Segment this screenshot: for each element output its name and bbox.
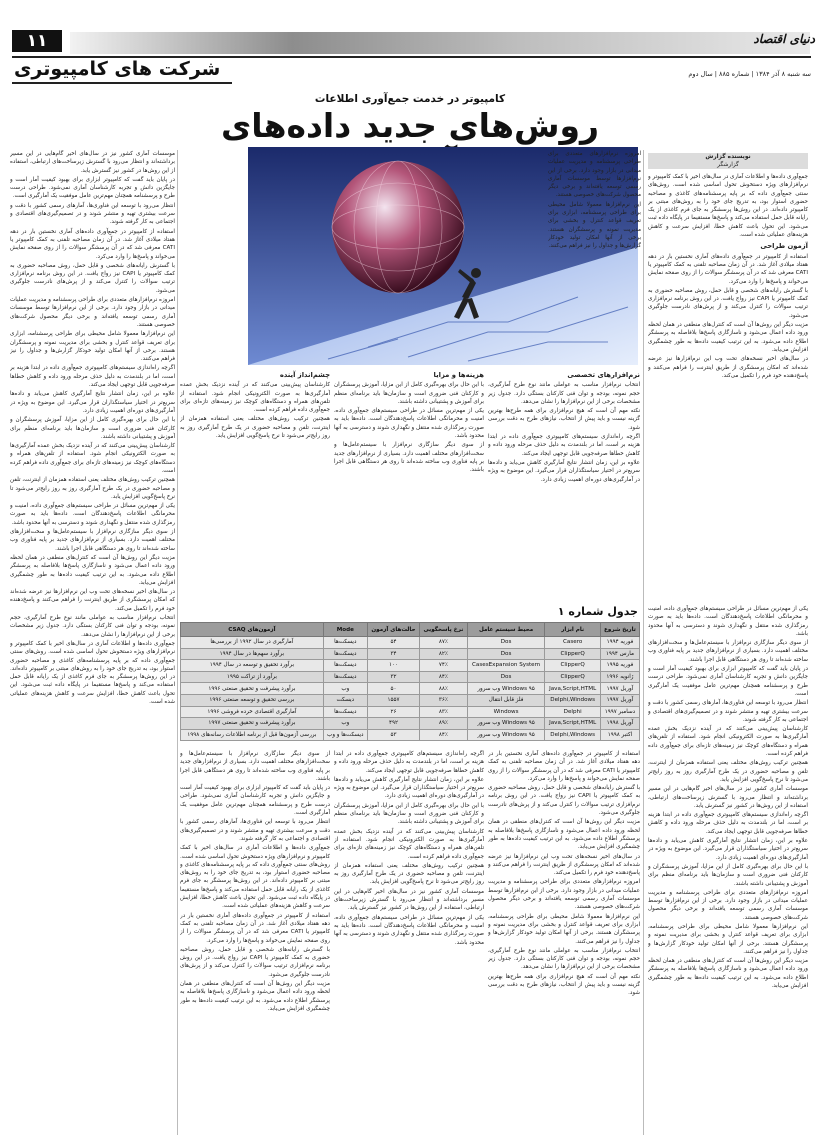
table-row: [181, 729, 640, 741]
paragraph: امروزه نرم‌افزارهای متعددی برای طراحی پرسشنامه و مدیریت عملیات میدانی در بازار وجود دارد. برخی از این نرم‌افزارها توسط موسسات آماری رسمی توسعه یافته‌اند و برخی دیگر محصول شرکت‌های خصوصی هستند.: [10, 297, 175, 328]
table-cell: Dos: [467, 637, 545, 649]
byline-role: گزارشگر: [717, 162, 739, 168]
paragraph: در سال‌های اخیر نسخه‌های تحت وب این نرم‌افزارها نیز عرضه شده‌اند که امکان پرسشگری از طریق اینترنت را فراهم می‌کنند و پاسخ‌دهنده خود فرم را تکمیل می‌کند.: [10, 589, 175, 612]
table-header-cell: نام ابزار: [545, 623, 600, 637]
table-cell: ۲۶: [367, 706, 419, 718]
table-cell: ۳۲: [367, 671, 419, 683]
paragraph: امروزه نرم‌افزارهای متعددی برای طراحی پرسشنامه و مدیریت عملیات میدانی در بازار وجود دارد. برخی از این نرم‌افزارها توسط موسسات آماری رسمی توسعه یافته‌اند و برخی دیگر محصول شرکت‌های خصوصی هستند.: [548, 151, 641, 199]
paragraph: علاوه بر این، زمان انتشار نتایج آمارگیری کاهش می‌یابد و داده‌ها سریع‌تر در اختیار سیاستگذاران قرار می‌گیرد. این موضوع به ویژه در آمارگیری‌های دوره‌ای اهمیت زیادی دارد.: [10, 391, 175, 414]
issue-info: سه شنبه ۸ آذر ۱۳۸۴ | شماره ۸۸۵ | سال دوم: [688, 70, 811, 78]
paragraph: این نرم‌افزارها معمولا شامل محیطی برای طراحی پرسشنامه، ابزاری برای تعریف قواعد کنترل و بخشی برای مدیریت نمونه و پرسشگران هستند. برخی از آنها امکان تولید خودکار گزارش‌ها و جداول را نیز فراهم می‌کنند.: [10, 331, 175, 363]
table-cell: وب: [323, 683, 367, 695]
paragraph: انتخاب نرم‌افزار مناسب به عواملی مانند نوع طرح آمارگیری، حجم نمونه، بودجه و توان فنی کارکنان بستگی دارد. جدول زیر مشخصات برخی از این نرم‌افزارها را نشان می‌دهد.: [488, 382, 640, 405]
table-cell: ۵۴: [367, 637, 419, 649]
paragraph: موسسات آماری کشور نیز در سال‌های اخیر گام‌هایی در این مسیر برداشته‌اند و انتظار می‌رود با گسترش زیرساخت‌های ارتباطی، استفاده از این روش‌ها در کشور نیز گسترش یابد.: [10, 151, 175, 174]
table-row: [181, 648, 640, 660]
table-row: [181, 637, 640, 649]
table-cell: Delphi,Windows: [545, 729, 600, 741]
table-cell: برآورد پیشرفت و تحقیق صنعتی ۱۹۹۶: [181, 683, 324, 695]
table-cell: برآورد پیشرفت و تحقیق صنعتی ۱۹۹۷: [181, 718, 324, 730]
table-cell: Delphi,Windows: [545, 694, 600, 706]
table-cell: Casero: [545, 637, 600, 649]
table-cell: ۳۶٪: [420, 694, 468, 706]
table-cell: ۳۴: [367, 648, 419, 660]
byline-name: نویسنده گزارش: [705, 154, 751, 160]
table-cell: بررسی تحقیق و توسعه صنعتی ۱۹۹۶: [181, 694, 324, 706]
paragraph: اگرچه راه‌اندازی سیستم‌های کامپیوتری جمع‌آوری داده در ابتدا هزینه بر است، اما در بلندمدت به دلیل حذف مرحله ورود داده و کاهش خطاها صرفه‌جویی قابل توجهی ایجاد می‌کند.: [334, 751, 484, 774]
paragraph: همچنین ترکیب روش‌های مختلف یعنی استفاده همزمان از اینترنت، تلفن و مصاحبه حضوری در یک طرح آمارگیری روز به روز رایج‌تر می‌شود تا نرخ پاسخ‌گویی افزایش یابد.: [10, 477, 175, 500]
page-number: ۱۱: [12, 30, 62, 52]
paragraph: مزیت دیگر این روش‌ها آن است که کنترل‌های منطقی در همان لحظه ورود داده اعمال می‌شود و ناسازگاری پاسخ‌ها بلافاصله به پرسشگر اطلاع داده می‌شود. به این ترتیب کیفیت داده‌ها به طور چشمگیری افزایش می‌یابد.: [648, 958, 808, 990]
table-cell: ۸۸٪: [420, 683, 468, 695]
paragraph: انتخاب نرم‌افزار مناسب به عواملی مانند نوع طرح آمارگیری، حجم نمونه، بودجه و توان فنی کارکنان بستگی دارد. جدول زیر مشخصات برخی از این نرم‌افزارها را نشان می‌دهد.: [488, 947, 640, 971]
article-column-10: [180, 750, 330, 1135]
paragraph: مزیت دیگر این روش‌ها آن است که کنترل‌های منطقی در همان لحظه ورود داده اعمال می‌شود و ناسازگاری پاسخ‌ها بلافاصله به پرسشگر اطلاع داده می‌شود. به این ترتیب کیفیت داده‌ها به طور چشمگیری افزایش می‌یابد.: [648, 322, 808, 353]
paragraph: با این حال برای بهره‌گیری کامل از این مزایا، آموزش پرسشگران و کارکنان فنی ضروری است و سازمان‌ها باید برنامه‌ای منظم برای آموزش و پشتیبانی داشته باشند.: [10, 417, 175, 440]
table-cell: ۴۹۲: [367, 718, 419, 730]
paragraph: از سوی دیگر سازگاری نرم‌افزار با سیستم‌عامل‌ها و سخت‌افزارهای مختلف اهمیت دارد. بسیاری از نرم‌افزارهای جدید بر پایه فناوری وب ساخته شده‌اند تا روی هر دستگاهی قابل اجرا باشند.: [334, 442, 484, 474]
paragraph: اگرچه راه‌اندازی سیستم‌های کامپیوتری جمع‌آوری داده در ابتدا هزینه بر است، اما در بلندمدت به دلیل حذف مرحله ورود داده و کاهش خطاها صرفه‌جویی قابل توجهی ایجاد می‌کند.: [648, 812, 808, 835]
paragraph: مزیت دیگر این روش‌ها آن است که کنترل‌های منطقی در همان لحظه ورود داده اعمال می‌شود و ناسازگاری پاسخ‌ها بلافاصله به پرسشگر اطلاع داده می‌شود. به این ترتیب کیفیت داده‌ها به طور چشمگیری افزایش می‌یابد.: [10, 554, 175, 586]
table-cell: فوریه ۱۹۹۴: [600, 637, 639, 649]
article-column-5: [180, 368, 330, 601]
table-title: جدول شماره ۱: [557, 605, 638, 618]
paragraph: استفاده از کامپیوتر در جمع‌آوری داده‌های آماری نخستین بار در دهه هفتاد میلادی آغاز شد. در آن زمان مصاحبه تلفنی به کمک کامپیوتر یا CATI معرفی شد که در آن پرسشگر سوالات را از روی صفحه نمایش می‌خواند و پاسخ‌ها را وارد می‌کرد.: [488, 751, 640, 782]
table-cell: Dos: [467, 671, 545, 683]
table-cell: Dos: [467, 648, 545, 660]
paragraph: در سال‌های اخیر نسخه‌های تحت وب این نرم‌افزارها نیز عرضه شده‌اند که امکان پرسشگری از طریق اینترنت را فراهم می‌کنند و پاسخ‌دهنده خود فرم را تکمیل می‌کند.: [488, 853, 640, 877]
table-header-cell: Mode: [323, 623, 367, 637]
table-cell: دیسکت: [323, 694, 367, 706]
paragraph: مزیت دیگر این روش‌ها آن است که کنترل‌های منطقی در همان لحظه ورود داده اعمال می‌شود و ناسازگاری پاسخ‌ها بلافاصله به پرسشگر اطلاع داده می‌شود. به این ترتیب کیفیت داده‌ها به طور چشمگیری افزایش می‌یابد.: [180, 981, 330, 1012]
article-column-8: [488, 750, 640, 1135]
table-cell: ۸۴٪: [420, 671, 468, 683]
table-row: [181, 683, 640, 695]
paragraph: علاوه بر این، زمان انتشار نتایج آمارگیری کاهش می‌یابد و داده‌ها سریع‌تر در اختیار سیاستگذاران قرار می‌گیرد. این موضوع به ویژه در آمارگیری‌های دوره‌ای اهمیت زیادی دارد.: [488, 459, 640, 483]
paragraph: اگرچه راه‌اندازی سیستم‌های کامپیوتری جمع‌آوری داده در ابتدا هزینه بر است، اما در بلندمدت به دلیل حذف مرحله ورود داده و کاهش خطاها صرفه‌جویی قابل توجهی ایجاد می‌کند.: [10, 365, 175, 389]
paragraph: همچنین ترکیب روش‌های مختلف یعنی استفاده همزمان از اینترنت، تلفن و مصاحبه حضوری در یک طرح آمارگیری روز به روز رایج‌تر می‌شود تا نرخ پاسخ‌گویی افزایش یابد.: [648, 760, 808, 783]
paragraph: در پایان باید گفت که کامپیوتر ابزاری برای بهبود کیفیت آمار است و جایگزین دانش و تجربه کارشناسان آماری نمی‌شود. طراحی درست طرح و پرسشنامه همچنان مهم‌ترین عامل موفقیت یک آمارگیری است.: [10, 176, 175, 200]
article-column-9: [334, 750, 484, 1135]
table-cell: آوریل ۱۹۹۸: [600, 718, 639, 730]
table-cell: ۸۷٪: [420, 637, 468, 649]
table-cell: آمارگیری اقتصادی خرده فروشی ۱۹۹۶: [181, 706, 324, 718]
paragraph: امروزه نرم‌افزارهای متعددی برای طراحی پرسشنامه و مدیریت عملیات میدانی در بازار وجود دارد. برخی از این نرم‌افزارها توسط موسسات آماری رسمی توسعه یافته‌اند و برخی دیگر محصول شرکت‌های خصوصی هستند.: [488, 879, 640, 911]
table-cell: آوریل ۱۹۹۷: [600, 694, 639, 706]
article-column-3: [488, 368, 640, 601]
table-cell: دیسکت‌ها: [323, 637, 367, 649]
table-cell: ۸۳٪: [420, 706, 468, 718]
table-cell: دیسکت‌ها: [323, 671, 367, 683]
column-subhead: هزینه‌ها و مزایا: [433, 371, 484, 379]
paragraph: استفاده از کامپیوتر در جمع‌آوری داده‌های آماری نخستین بار در دهه هفتاد میلادی آغاز شد. در آن زمان مصاحبه تلفنی به کمک کامپیوتر یا CATI معرفی شد که در آن پرسشگر سوالات را از روی صفحه نمایش می‌خواند و پاسخ‌ها را وارد می‌کرد.: [648, 253, 808, 285]
paragraph: جمع‌آوری داده‌ها و اطلاعات آماری در سال‌های اخیر با کمک کامپیوتر و نرم‌افزارهای ویژه دستخوش تحول اساسی شده است. روش‌های سنتی جمع‌آوری داده که بر پایه پرسشنامه‌های کاغذی و مصاحبه حضوری استوار بود، به تدریج جای خود را به روش‌های مبتنی بر کامپیوتر داده‌اند. در این روش‌ها پرسشگر به جای فرم کاغذی از یک رایانه قابل حمل استفاده می‌کند و پاسخ‌ها مستقیما در پایگاه داده ثبت می‌شود. این تحول باعث کاهش خطا، افزایش سرعت و کاهش هزینه‌های عملیاتی شده است.: [180, 845, 330, 910]
table-cell: دیسکت‌ها و وب: [323, 729, 367, 741]
column-divider: [643, 150, 644, 1135]
paragraph: امروزه نرم‌افزارهای متعددی برای طراحی پرسشنامه و مدیریت عملیات میدانی در بازار وجود دارد. برخی از این نرم‌افزارها توسط موسسات آماری رسمی توسعه یافته‌اند و برخی دیگر محصول شرکت‌های خصوصی هستند.: [648, 889, 808, 921]
table-cell: مارس ۱۹۹۴: [600, 648, 639, 660]
paragraph: با گسترش رایانه‌های شخصی و قابل حمل، روش مصاحبه حضوری به کمک کامپیوتر یا CAPI نیز رواج یافت. در این روش برنامه نرم‌افزاری ترتیب سوالات را کنترل می‌کند و از پرش‌های نادرست جلوگیری می‌شود.: [10, 262, 175, 294]
column-subhead: چشم‌انداز آینده: [279, 371, 330, 379]
table-cell: دیسکت‌ها: [323, 660, 367, 672]
article-column-7: [648, 605, 808, 1135]
byline: [648, 153, 808, 169]
table-cell: دیسکت‌ها: [323, 706, 367, 718]
paragraph: با این حال برای بهره‌گیری کامل از این مزایا، آموزش پرسشگران و کارکنان فنی ضروری است و سازمان‌ها باید برنامه‌ای منظم برای آموزش و پشتیبانی داشته باشند.: [334, 382, 484, 405]
table-cell: بررسی آزمون‌ها قبل از برنامه اطلاعات رسانه‌های ۱۹۹۸: [181, 729, 324, 741]
article-column-1: [648, 173, 808, 601]
paragraph: انتظار می‌رود با توسعه این فناوری‌ها، آمارهای رسمی کشور با دقت و سرعت بیشتری تهیه و منتشر شوند و در تصمیم‌گیری‌های اقتصادی و اجتماعی به کار گرفته شوند.: [648, 700, 808, 723]
paragraph: نکته مهم آن است که هیچ نرم‌افزاری برای همه طرح‌ها بهترین گزینه نیست و باید پیش از انتخاب، نیازهای طرح به دقت بررسی شود.: [488, 408, 640, 431]
article-column-4: [334, 368, 484, 601]
table-row: [181, 660, 640, 672]
paragraph: همچنین ترکیب روش‌های مختلف یعنی استفاده همزمان از اینترنت، تلفن و مصاحبه حضوری در یک طرح آمارگیری روز به روز رایج‌تر می‌شود تا نرخ پاسخ‌گویی افزایش یابد.: [334, 862, 484, 886]
table-cell: ۱۰۰: [367, 660, 419, 672]
paragraph: یکی از مهم‌ترین مسائل در طراحی سیستم‌های جمع‌آوری داده، امنیت و محرمانگی اطلاعات پاسخ‌دهندگان است. داده‌ها باید به صورت رمزگذاری شده منتقل و نگهداری شوند و دسترسی به آنها محدود باشد.: [334, 914, 484, 946]
paragraph: استفاده از کامپیوتر در جمع‌آوری داده‌های آماری نخستین بار در دهه هفتاد میلادی آغاز شد. در آن زمان مصاحبه تلفنی به کمک کامپیوتر یا CATI معرفی شد که در آن پرسشگر سوالات را از روی صفحه نمایش می‌خواند و پاسخ‌ها را وارد می‌کرد.: [180, 912, 330, 944]
table-cell: ۸۹٪: [420, 718, 468, 730]
paragraph: کارشناسان پیش‌بینی می‌کنند که در آینده نزدیک بخش عمده آمارگیری‌ها به صورت الکترونیکی انجام شود. استفاده از تلفن‌های همراه و دستگاه‌های کوچک نیز زمینه‌های تازه‌ای برای جمع‌آوری داده فراهم کرده است.: [10, 443, 175, 474]
table-cell: ۱۵۵۷: [367, 694, 419, 706]
table-cell: Delphi: [545, 706, 600, 718]
table-cell: Windows ۹۵ وب سرور: [467, 718, 545, 730]
table-cell: ۵۰: [367, 683, 419, 695]
paragraph: از سوی دیگر سازگاری نرم‌افزار با سیستم‌عامل‌ها و سخت‌افزارهای مختلف اهمیت دارد. بسیاری از نرم‌افزارهای جدید بر پایه فناوری وب ساخته شده‌اند تا روی هر دستگاهی قابل اجرا باشند.: [180, 751, 330, 782]
table-cell: Java,Script,HTML: [545, 718, 600, 730]
table-header-cell: آزمون‌های CSAQ: [181, 623, 324, 637]
table-cell: برآورد از تراکت ۱۹۹۵: [181, 671, 324, 683]
paragraph: انتظار می‌رود با توسعه این فناوری‌ها، آمارهای رسمی کشور با دقت و سرعت بیشتری تهیه و منتشر شوند و در تصمیم‌گیری‌های اقتصادی و اجتماعی به کار گرفته شوند.: [10, 202, 175, 226]
table-cell: فلز قابل انتقال: [467, 694, 545, 706]
table-header-cell: تاریخ شروع: [600, 623, 639, 637]
globe: [332, 161, 464, 293]
paragraph: یکی از مهم‌ترین مسائل در طراحی سیستم‌های جمع‌آوری داده، امنیت و محرمانگی اطلاعات پاسخ‌دهندگان است. داده‌ها باید به صورت رمزگذاری شده منتقل و نگهداری شوند و دسترسی به آنها محدود باشد.: [648, 606, 808, 637]
paragraph: اگرچه راه‌اندازی سیستم‌های کامپیوتری جمع‌آوری داده در ابتدا هزینه بر است، اما در بلندمدت به دلیل حذف مرحله ورود داده و کاهش خطاها صرفه‌جویی قابل توجهی ایجاد می‌کند.: [488, 434, 640, 457]
column-subhead: نرم‌افزارهای تخصصی: [567, 371, 640, 379]
table-row: [181, 718, 640, 730]
data-table: [180, 622, 640, 741]
paragraph: انتظار می‌رود با توسعه این فناوری‌ها، آمارهای رسمی کشور با دقت و سرعت بیشتری تهیه و منتشر شوند و در تصمیم‌گیری‌های اقتصادی و اجتماعی به کار گرفته شوند.: [180, 819, 330, 842]
table-cell: Windows ۹۵ وب سرور: [467, 683, 545, 695]
table-row: [181, 706, 640, 718]
divider: [12, 82, 232, 84]
table-header-cell: حالت‌های آزمون: [367, 623, 419, 637]
table-row: [181, 694, 640, 706]
paragraph: موسسات آماری کشور نیز در سال‌های اخیر گام‌هایی در این مسیر برداشته‌اند و انتظار می‌رود با گسترش زیرساخت‌های ارتباطی، استفاده از این روش‌ها در کشور نیز گسترش یابد.: [334, 888, 484, 912]
paragraph: استفاده از کامپیوتر در جمع‌آوری داده‌های آماری نخستین بار در دهه هفتاد میلادی آغاز شد. در آن زمان مصاحبه تلفنی به کمک کامپیوتر یا CATI معرفی شد که در آن پرسشگر سوالات را از روی صفحه نمایش می‌خواند و پاسخ‌ها را وارد می‌کرد.: [10, 228, 175, 260]
paragraph: این نرم‌افزارها معمولا شامل محیطی برای طراحی پرسشنامه، ابزاری برای تعریف قواعد کنترل و بخشی برای مدیریت نمونه و پرسشگران هستند. برخی از آنها امکان تولید خودکار گزارش‌ها و جداول را نیز فراهم می‌کنند.: [648, 923, 808, 955]
table-cell: آمارگیری در سال ۱۹۹۲ از بررسی‌ها: [181, 637, 324, 649]
paragraph: با گسترش رایانه‌های شخصی و قابل حمل، روش مصاحبه حضوری به کمک کامپیوتر یا CAPI نیز رواج یافت. در این روش برنامه نرم‌افزاری ترتیب سوالات را کنترل می‌کند و از پرش‌های نادرست جلوگیری می‌شود.: [648, 287, 808, 319]
table-cell: آوریل ۱۹۹۷: [600, 683, 639, 695]
table-body: [181, 637, 640, 741]
paragraph: این نرم‌افزارها معمولا شامل محیطی برای طراحی پرسشنامه، ابزاری برای تعریف قواعد کنترل و بخشی برای مدیریت نمونه و پرسشگران هستند. برخی از آنها امکان تولید خودکار گزارش‌ها و جداول را نیز فراهم می‌کنند.: [548, 201, 641, 250]
paragraph: یکی از مهم‌ترین مسائل در طراحی سیستم‌های جمع‌آوری داده، امنیت و محرمانگی اطلاعات پاسخ‌دهندگان است. داده‌ها باید به صورت رمزگذاری شده منتقل و نگهداری شوند و دسترسی به آنها محدود باشد.: [10, 503, 175, 526]
paragraph: جمع‌آوری داده‌ها و اطلاعات آماری در سال‌های اخیر با کمک کامپیوتر و نرم‌افزارهای ویژه دستخوش تحول اساسی شده است. روش‌های سنتی جمع‌آوری داده که بر پایه پرسشنامه‌های کاغذی و مصاحبه حضوری استوار بود، به تدریج جای خود را به روش‌های مبتنی بر کامپیوتر داده‌اند. در این روش‌ها پرسشگر به جای فرم کاغذی از یک رایانه قابل حمل استفاده می‌کند و پاسخ‌ها مستقیما در پایگاه داده ثبت می‌شود. این تحول باعث کاهش خطا، افزایش سرعت و کاهش هزینه‌های عملیاتی شده است.: [10, 640, 175, 705]
table-cell: ۸۲٪: [420, 648, 468, 660]
article-kicker: کامپیوتر در خدمت جمع‌آوری اطلاعات: [314, 93, 506, 105]
paragraph: با این حال برای بهره‌گیری کامل از این مزایا، آموزش پرسشگران و کارکنان فنی ضروری است و سازمان‌ها باید برنامه‌ای منظم برای آموزش و پشتیبانی داشته باشند.: [648, 863, 808, 887]
paragraph: نکته مهم آن است که هیچ نرم‌افزاری برای همه طرح‌ها بهترین گزینه نیست و باید پیش از انتخاب، نیازهای طرح به دقت بررسی شود.: [488, 973, 640, 997]
article-headline: روش‌های جدید داده‌های: [220, 106, 600, 145]
paragraph: با گسترش رایانه‌های شخصی و قابل حمل، روش مصاحبه حضوری به کمک کامپیوتر یا CAPI نیز رواج یافت. در این روش برنامه نرم‌افزاری ترتیب سوالات را کنترل می‌کند و از پرش‌های نادرست جلوگیری می‌شود.: [488, 785, 640, 817]
section-title: شرکت های کامپیوتری: [14, 58, 221, 80]
table-cell: برآورد سهم‌ها در سال ۱۹۹۴: [181, 648, 324, 660]
table-cell: برآورد تحقیق و توسعه در سال ۱۹۹۴: [181, 660, 324, 672]
table-cell: Windows ۹۵ وب سرور: [467, 729, 545, 741]
masthead-band: [70, 32, 810, 54]
paragraph: در سال‌های اخیر نسخه‌های تحت وب این نرم‌افزارها نیز عرضه شده‌اند که امکان پرسشگری از طریق اینترنت را فراهم می‌کنند و پاسخ‌دهنده خود فرم را تکمیل می‌کند.: [648, 356, 808, 379]
article-column-6: [10, 150, 175, 1135]
table-cell: ClipperQ: [545, 648, 600, 660]
paragraph: کارشناسان پیش‌بینی می‌کنند که در آینده نزدیک بخش عمده آمارگیری‌ها به صورت الکترونیکی انجام شود. استفاده از تلفن‌های همراه و دستگاه‌های کوچک نیز زمینه‌های تازه‌ای برای جمع‌آوری داده فراهم کرده است.: [334, 828, 484, 860]
paragraph: با گسترش رایانه‌های شخصی و قابل حمل، روش مصاحبه حضوری به کمک کامپیوتر یا CAPI نیز رواج یافت. در این روش برنامه نرم‌افزاری ترتیب سوالات را کنترل می‌کند و از پرش‌های نادرست جلوگیری می‌شود.: [180, 946, 330, 978]
table-cell: دیسکت‌ها: [323, 648, 367, 660]
table-cell: فوریه ۱۹۹۵: [600, 660, 639, 672]
paragraph: علاوه بر این، زمان انتشار نتایج آمارگیری کاهش می‌یابد و داده‌ها سریع‌تر در اختیار سیاستگذاران قرار می‌گیرد. این موضوع به ویژه در آمارگیری‌های دوره‌ای اهمیت زیادی دارد.: [648, 838, 808, 861]
paragraph: همچنین ترکیب روش‌های مختلف یعنی استفاده همزمان از اینترنت، تلفن و مصاحبه حضوری در یک طرح آمارگیری روز به روز رایج‌تر می‌شود تا نرخ پاسخ‌گویی افزایش یابد.: [180, 416, 330, 440]
article-intro: جمع‌آوری داده‌ها و اطلاعات آماری در سال‌های اخیر با کمک کامپیوتر و نرم‌افزارهای ویژه دستخوش تحول اساسی شده است. روش‌های سنتی جمع‌آوری داده که بر پایه پرسشنامه‌های کاغذی و مصاحبه حضوری استوار بود، به تدریج جای خود را به روش‌های مبتنی بر کامپیوتر داده‌اند. در این روش‌ها پرسشگر به جای فرم کاغذی از یک رایانه قابل حمل استفاده می‌کند و پاسخ‌ها مستقیما در پایگاه داده ثبت می‌شود. این تحول باعث کاهش خطا، افزایش سرعت و کاهش هزینه‌های عملیاتی شده است.: [648, 174, 808, 239]
table-header-cell: نرخ پاسخگویی: [420, 623, 468, 637]
paragraph: از سوی دیگر سازگاری نرم‌افزار با سیستم‌عامل‌ها و سخت‌افزارهای مختلف اهمیت دارد. بسیاری از نرم‌افزارهای جدید بر پایه فناوری وب ساخته شده‌اند تا روی هر دستگاهی قابل اجرا باشند.: [10, 529, 175, 552]
article-column-2: [548, 150, 641, 365]
table-cell: ۷۴٪: [420, 660, 468, 672]
paragraph: در پایان باید گفت که کامپیوتر ابزاری برای بهبود کیفیت آمار است و جایگزین دانش و تجربه کارشناسان آماری نمی‌شود. طراحی درست طرح و پرسشنامه همچنان مهم‌ترین عامل موفقیت یک آمارگیری است.: [648, 666, 808, 697]
paragraph: این نرم‌افزارها معمولا شامل محیطی برای طراحی پرسشنامه، ابزاری برای تعریف قواعد کنترل و بخشی برای مدیریت نمونه و پرسشگران هستند. برخی از آنها امکان تولید خودکار گزارش‌ها و جداول را نیز فراهم می‌کنند.: [488, 913, 640, 945]
paragraph: در پایان باید گفت که کامپیوتر ابزاری برای بهبود کیفیت آمار است و جایگزین دانش و تجربه کارشناسان آماری نمی‌شود. طراحی درست طرح و پرسشنامه همچنان مهم‌ترین عامل موفقیت یک آمارگیری است.: [180, 785, 330, 817]
paragraph: با این حال برای بهره‌گیری کامل از این مزایا، آموزش پرسشگران و کارکنان فنی ضروری است و سازمان‌ها باید برنامه‌ای منظم برای آموزش و پشتیبانی داشته باشند.: [334, 802, 484, 826]
table-cell: ClipperQ: [545, 671, 600, 683]
paragraph: یکی از مهم‌ترین مسائل در طراحی سیستم‌های جمع‌آوری داده، امنیت و محرمانگی اطلاعات پاسخ‌دهندگان است. داده‌ها باید به صورت رمزگذاری شده منتقل و نگهداری شوند و دسترسی به آنها محدود باشد.: [334, 408, 484, 440]
table-cell: دسامبر ۱۹۹۷: [600, 706, 639, 718]
table-cell: ژانویه ۱۹۹۶: [600, 671, 639, 683]
table-header-cell: محیط سیستم عامل: [467, 623, 545, 637]
table-cell: اکتبر ۱۹۹۸: [600, 729, 639, 741]
table-cell: Java,Script,HTML: [545, 683, 600, 695]
table-row: [181, 671, 640, 683]
table-cell: CasesExpansion System: [467, 660, 545, 672]
table-cell: وب: [323, 718, 367, 730]
table-cell: ۸۴٪: [420, 729, 468, 741]
paragraph: از سوی دیگر سازگاری نرم‌افزار با سیستم‌عامل‌ها و سخت‌افزارهای مختلف اهمیت دارد. بسیاری از نرم‌افزارهای جدید بر پایه فناوری وب ساخته شده‌اند تا روی هر دستگاهی قابل اجرا باشند.: [648, 640, 808, 663]
paragraph: موسسات آماری کشور نیز در سال‌های اخیر گام‌هایی در این مسیر برداشته‌اند و انتظار می‌رود با گسترش زیرساخت‌های ارتباطی، استفاده از این روش‌ها در کشور نیز گسترش یابد.: [648, 786, 808, 809]
page-header: [0, 30, 819, 82]
paragraph: انتخاب نرم‌افزار مناسب به عواملی مانند نوع طرح آمارگیری، حجم نمونه، بودجه و توان فنی کارکنان بستگی دارد. جدول زیر مشخصات برخی از این نرم‌افزارها را نشان می‌دهد.: [10, 615, 175, 638]
table-header-row: [181, 623, 640, 637]
column-divider: [177, 150, 178, 1135]
paragraph: علاوه بر این، زمان انتشار نتایج آمارگیری کاهش می‌یابد و داده‌ها سریع‌تر در اختیار سیاستگذاران قرار می‌گیرد. این موضوع به ویژه در آمارگیری‌های دوره‌ای اهمیت زیادی دارد.: [334, 776, 484, 800]
paragraph: مزیت دیگر این روش‌ها آن است که کنترل‌های منطقی در همان لحظه ورود داده اعمال می‌شود و ناسازگاری پاسخ‌ها بلافاصله به پرسشگر اطلاع داده می‌شود. به این ترتیب کیفیت داده‌ها به طور چشمگیری افزایش می‌یابد.: [488, 819, 640, 851]
table-cell: ۵۳: [367, 729, 419, 741]
table-cell: ClipperQ: [545, 660, 600, 672]
table-cell: Windows: [467, 706, 545, 718]
paragraph: کارشناسان پیش‌بینی می‌کنند که در آینده نزدیک بخش عمده آمارگیری‌ها به صورت الکترونیکی انجام شود. استفاده از تلفن‌های همراه و دستگاه‌های کوچک نیز زمینه‌های تازه‌ای برای جمع‌آوری داده فراهم کرده است.: [648, 726, 808, 758]
newspaper-logo: دنیای اقتصاد: [753, 32, 815, 46]
column-subhead: آزمون طراحی: [760, 242, 808, 251]
paragraph: کارشناسان پیش‌بینی می‌کنند که در آینده نزدیک بخش عمده آمارگیری‌ها به صورت الکترونیکی انجام شود. استفاده از تلفن‌های همراه و دستگاه‌های کوچک نیز زمینه‌های تازه‌ای برای جمع‌آوری داده فراهم کرده است.: [180, 382, 330, 414]
